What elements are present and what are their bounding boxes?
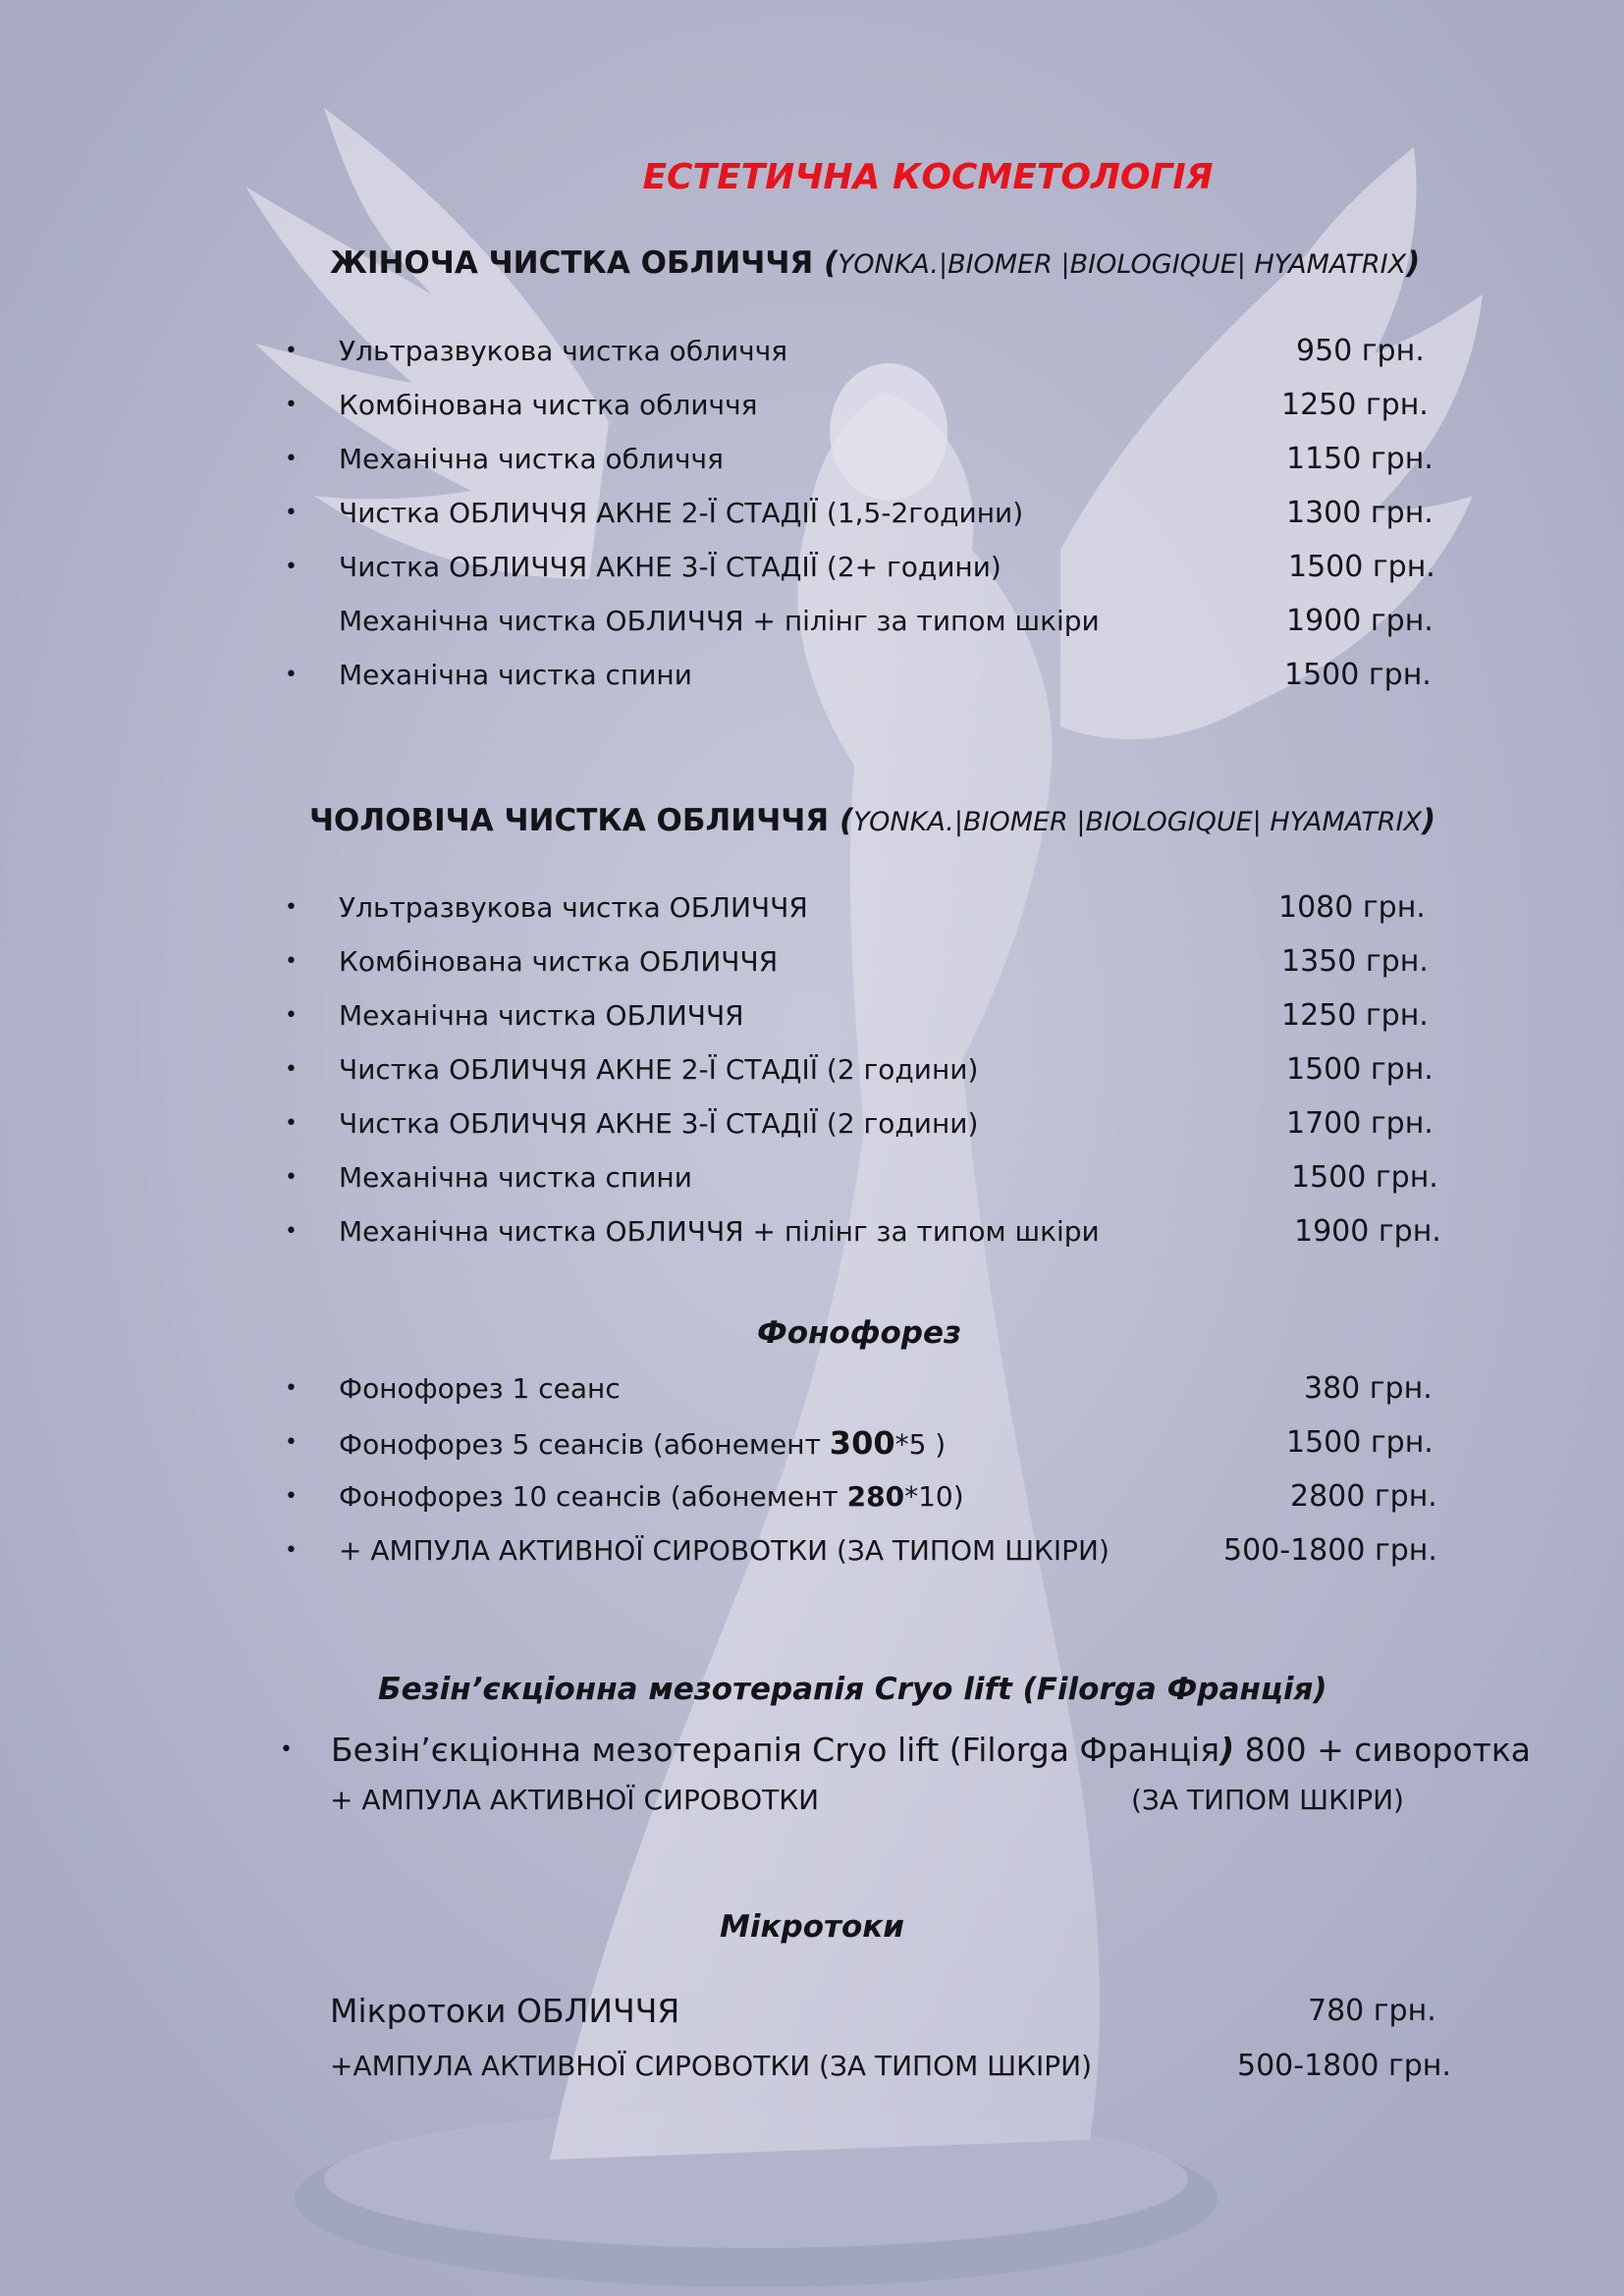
service-price: 1300 грн.	[1286, 496, 1434, 530]
service-price: 1900 грн.	[1286, 604, 1434, 638]
ampule-label: +АМПУЛА АКТИВНОЇ СИРОВОТКИ (ЗА ТИПОМ ШКІРИ)	[330, 2050, 1093, 2082]
service-name-text: Безін’єкціонна мезотерапія Cryo lift (Filorga Франція	[331, 1731, 1220, 1769]
paren-close: )	[1219, 1731, 1235, 1769]
men-paren-close: )	[1422, 803, 1436, 838]
service-price: 1900 грн.	[1294, 1214, 1441, 1249]
service-name	[331, 1730, 1531, 1771]
subscription-price: 280	[846, 1480, 905, 1513]
bullet-icon: •	[285, 1538, 298, 1563]
bullet-icon: •	[285, 501, 298, 525]
service-price: 1250 грн.	[1281, 998, 1429, 1033]
service-name: Чистка ОБЛИЧЧЯ АКНЕ 2-Ї СТАДІЇ (2 години)	[339, 1053, 979, 1086]
service-price: 800 + сиворотка	[1234, 1731, 1532, 1769]
men-heading-text: ЧОЛОВІЧА ЧИСТКА ОБЛИЧЧЯ	[309, 803, 830, 838]
service-name: Механічна чистка ОБЛИЧЧЯ	[339, 999, 744, 1032]
bullet-icon: •	[285, 339, 298, 363]
service-name: Механічна чистка ОБЛИЧЧЯ + пілінг за типом шкіри	[339, 605, 1100, 637]
bullet-icon: •	[280, 1737, 293, 1762]
bullet-icon: •	[285, 1111, 298, 1136]
men-section-heading	[309, 803, 1435, 838]
service-price: 2800 грн.	[1290, 1479, 1437, 1514]
service-name: Ультразвукова чистка обличчя	[339, 335, 788, 367]
bullet-icon: •	[285, 1376, 298, 1401]
bullet-icon: •	[285, 1165, 298, 1190]
bullet-icon: •	[285, 895, 298, 920]
mesotherapy-heading: Безін’єкціонна мезотерапія Cryo lift (Filorga Франція)	[378, 1672, 1327, 1707]
service-name: Чистка ОБЛИЧЧЯ АКНЕ 2-Ї СТАДІЇ (1,5-2години)	[339, 497, 1024, 529]
service-name-suffix: *10)	[904, 1480, 964, 1513]
service-price: 380 грн.	[1304, 1371, 1433, 1406]
bullet-icon: •	[285, 1430, 298, 1455]
service-name	[339, 1423, 946, 1465]
men-paren-open: (	[839, 803, 854, 838]
page-title: ЕСТЕТИЧНА КОСМЕТОЛОГІЯ	[642, 157, 1214, 197]
service-name-text: Фонофорез 5 сеансів (абонемент	[339, 1428, 830, 1461]
bullet-icon: •	[285, 393, 298, 417]
service-name: Механічна чистка спини	[339, 659, 692, 691]
bullet-icon: •	[285, 1057, 298, 1082]
service-price: 1500 грн.	[1286, 1052, 1434, 1087]
service-price: 1350 грн.	[1281, 944, 1429, 979]
bullet-icon: •	[285, 1003, 298, 1028]
microcurrents-heading: Мікротоки	[719, 1909, 905, 1945]
service-price: 1080 грн.	[1278, 890, 1426, 925]
bullet-icon: •	[285, 1219, 298, 1244]
bullet-icon: •	[285, 1484, 298, 1509]
bullet-icon: •	[285, 949, 298, 974]
subscription-price: 300	[829, 1424, 895, 1462]
women-paren-close: )	[1406, 245, 1421, 281]
service-name: Комбінована чистка ОБЛИЧЧЯ	[339, 945, 779, 978]
bullet-icon: •	[285, 447, 298, 471]
ampule-note: (ЗА ТИПОМ ШКІРИ)	[1131, 1784, 1404, 1816]
service-name	[339, 1477, 964, 1517]
women-brands: YONKA.|BIOMER |BIOLOGIQUE| HYAMATRIX	[838, 249, 1407, 280]
service-name: + АМПУЛА АКТИВНОЇ СИРОВОТКИ (ЗА ТИПОМ ШКІРИ)	[339, 1534, 1110, 1567]
service-name-text: Фонофорез 10 сеансів (абонемент	[339, 1480, 847, 1513]
bullet-icon: •	[285, 663, 298, 687]
service-price: 1500 грн.	[1286, 1425, 1434, 1460]
service-name: Механічна чистка спини	[339, 1161, 692, 1194]
phonophoresis-heading: Фонофорез	[756, 1315, 962, 1351]
service-name: Чистка ОБЛИЧЧЯ АКНЕ 3-Ї СТАДІЇ (2 години)	[339, 1107, 979, 1140]
service-name-suffix: *5 )	[894, 1428, 947, 1461]
service-name: Комбінована чистка обличчя	[339, 389, 758, 421]
service-price: 780 грн.	[1308, 1994, 1436, 2028]
service-price: 1500 грн.	[1288, 550, 1435, 584]
service-name: Механічна чистка обличчя	[339, 443, 724, 475]
service-price: 1250 грн.	[1281, 388, 1429, 422]
service-name: Ультразвукова чистка ОБЛИЧЧЯ	[339, 891, 808, 924]
women-paren-open: (	[824, 245, 839, 281]
service-price: 1500 грн.	[1284, 658, 1432, 692]
service-price: 1700 грн.	[1286, 1106, 1434, 1141]
service-price: 1150 грн.	[1286, 442, 1434, 476]
ampule-label: + АМПУЛА АКТИВНОЇ СИРОВОТКИ	[330, 1784, 820, 1816]
service-name: Механічна чистка ОБЛИЧЧЯ + пілінг за типом шкіри	[339, 1215, 1100, 1248]
service-name: Мікротоки ОБЛИЧЧЯ	[330, 1992, 680, 2030]
service-price: 950 грн.	[1296, 334, 1425, 368]
service-price: 500-1800 грн.	[1237, 2049, 1451, 2083]
service-name: Чистка ОБЛИЧЧЯ АКНЕ 3-Ї СТАДІЇ (2+ години)	[339, 551, 1001, 583]
women-heading-text: ЖІНОЧА ЧИСТКА ОБЛИЧЧЯ	[330, 245, 814, 281]
service-name: Фонофорез 1 сеанс	[339, 1372, 621, 1405]
women-section-heading	[330, 245, 1420, 281]
men-brands: YONKA.|BIOMER |BIOLOGIQUE| HYAMATRIX	[853, 807, 1423, 837]
bullet-icon: •	[285, 555, 298, 579]
service-price: 1500 грн.	[1291, 1160, 1438, 1195]
service-price: 500-1800 грн.	[1223, 1533, 1437, 1568]
